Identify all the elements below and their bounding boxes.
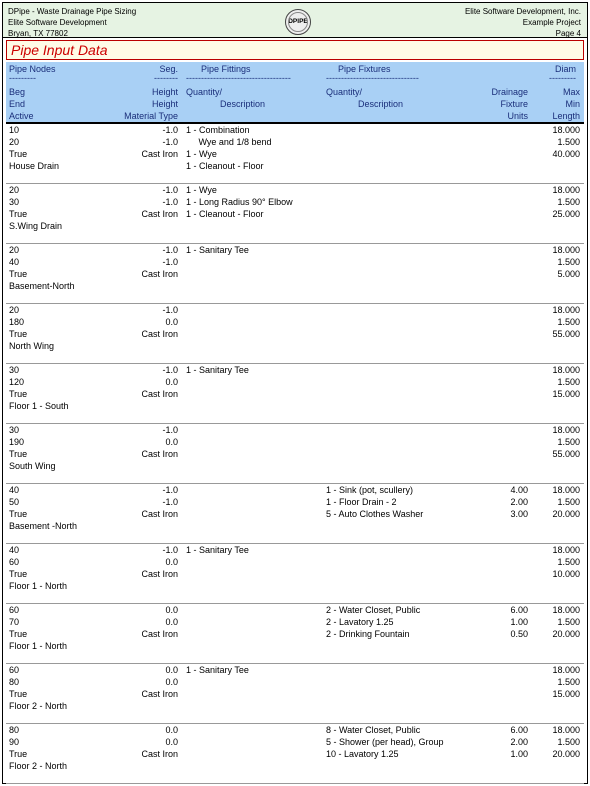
fixture-entry: 2 - Water Closet, Public xyxy=(326,605,421,615)
fitting-entry: 1 - Combination xyxy=(186,125,250,135)
fitting-entry: 1 - Cleanout - Floor xyxy=(186,161,264,171)
col-seg-rule: -------- xyxy=(154,73,178,83)
beg-height: -1.0 xyxy=(162,425,178,435)
material-type: Cast Iron xyxy=(141,389,178,399)
col-fittings-rule: ----------------------------------- xyxy=(186,73,291,83)
beg-height: -1.0 xyxy=(162,125,178,135)
active-flag: True xyxy=(9,449,28,459)
fixture-units: 4.00 xyxy=(510,485,528,495)
col-pipe-nodes: Pipe Nodes xyxy=(9,64,56,74)
fixture-units: 1.00 xyxy=(510,749,528,759)
beg-height: -1.0 xyxy=(162,245,178,255)
col-diam: Diam xyxy=(554,64,576,74)
pipe-name: Floor 1 - North xyxy=(9,581,68,591)
end-node: 30 xyxy=(9,197,20,207)
beg-node: 40 xyxy=(9,545,20,555)
fixture-entry: 1 - Floor Drain - 2 xyxy=(326,497,397,507)
end-node: 50 xyxy=(9,497,20,507)
end-height: 0.0 xyxy=(165,437,178,447)
program-name: DPipe - Waste Drainage Pipe Sizing xyxy=(8,7,137,16)
col-seg: Seg. xyxy=(159,64,178,74)
max-diameter: 18.000 xyxy=(552,365,580,375)
section-title: Pipe Input Data xyxy=(11,42,108,58)
beg-node: 20 xyxy=(9,305,20,315)
pipe-length: 40.000 xyxy=(552,149,580,159)
beg-node: 40 xyxy=(9,485,20,495)
company-address: Bryan, TX 77802 xyxy=(8,29,68,38)
min-diameter: 1.500 xyxy=(557,737,580,747)
header-right xyxy=(465,6,581,39)
fixture-units: 2.00 xyxy=(510,497,528,507)
min-diameter: 1.500 xyxy=(557,437,580,447)
min-diameter: 1.500 xyxy=(557,617,580,627)
end-node: 60 xyxy=(9,557,20,567)
fitting-entry: 1 - Wye xyxy=(186,149,217,159)
col-fixtures-quantity: Quantity/ xyxy=(326,87,363,97)
max-diameter: 18.000 xyxy=(552,725,580,735)
min-diameter: 1.500 xyxy=(557,497,580,507)
pipe-row xyxy=(6,424,584,484)
col-fixture: Fixture xyxy=(500,99,528,109)
pipe-row xyxy=(6,724,584,784)
fixture-entry: 2 - Drinking Fountain xyxy=(326,629,410,639)
beg-height: -1.0 xyxy=(162,305,178,315)
col-fittings-description: Description xyxy=(220,99,266,109)
pipe-row xyxy=(6,664,584,724)
beg-height: 0.0 xyxy=(165,605,178,615)
fitting-entry: Wye and 1/8 bend xyxy=(186,137,272,147)
active-flag: True xyxy=(9,509,28,519)
fixture-entry: 10 - Lavatory 1.25 xyxy=(326,749,399,759)
end-node: 40 xyxy=(9,257,20,267)
pipe-row xyxy=(6,544,584,604)
fixture-units: 1.00 xyxy=(510,617,528,627)
beg-node: 30 xyxy=(9,365,20,375)
pipe-name: Floor 1 - South xyxy=(9,401,69,411)
col-pipe-nodes-rule: --------- xyxy=(9,73,36,83)
fitting-entry: 1 - Sanitary Tee xyxy=(186,245,249,255)
dpipe-logo: DPIPE xyxy=(285,9,311,35)
max-diameter: 18.000 xyxy=(552,425,580,435)
fixture-entry: 5 - Shower (per head), Group xyxy=(326,737,444,747)
fitting-entry: 1 - Cleanout - Floor xyxy=(186,209,264,219)
max-diameter: 18.000 xyxy=(552,245,580,255)
end-node: 180 xyxy=(9,317,25,327)
end-node: 20 xyxy=(9,137,20,147)
col-height-beg: Height xyxy=(151,87,178,97)
end-height: -1.0 xyxy=(162,137,178,147)
beg-node: 20 xyxy=(9,245,20,255)
pipe-length: 25.000 xyxy=(552,209,580,219)
end-node: 70 xyxy=(9,617,20,627)
section-banner xyxy=(6,40,584,60)
pipe-name: South Wing xyxy=(9,461,56,471)
beg-height: -1.0 xyxy=(162,185,178,195)
pipe-length: 15.000 xyxy=(552,389,580,399)
end-height: -1.0 xyxy=(162,257,178,267)
col-material-type: Material Type xyxy=(124,111,178,121)
active-flag: True xyxy=(9,209,28,219)
material-type: Cast Iron xyxy=(141,449,178,459)
pipe-name: Basement -North xyxy=(9,521,78,531)
max-diameter: 18.000 xyxy=(552,125,580,135)
active-flag: True xyxy=(9,269,28,279)
col-units: Units xyxy=(507,111,528,121)
col-height-end: Height xyxy=(151,99,178,109)
col-fittings-quantity: Quantity/ xyxy=(186,87,223,97)
material-type: Cast Iron xyxy=(141,329,178,339)
end-height: 0.0 xyxy=(165,677,178,687)
fixture-entry: 1 - Sink (pot, scullery) xyxy=(326,485,414,495)
fixture-units: 0.50 xyxy=(510,629,528,639)
pipe-row xyxy=(6,184,584,244)
project-name: Example Project xyxy=(522,18,581,27)
col-fixtures-rule: ------------------------------- xyxy=(326,73,419,83)
min-diameter: 1.500 xyxy=(557,137,580,147)
page-number: Page 4 xyxy=(555,29,581,38)
fitting-entry: 1 - Sanitary Tee xyxy=(186,365,249,375)
beg-node: 80 xyxy=(9,725,20,735)
active-flag: True xyxy=(9,149,28,159)
header-left xyxy=(8,6,136,39)
col-length: Length xyxy=(552,111,580,121)
pipe-length: 10.000 xyxy=(552,569,580,579)
pipe-length: 20.000 xyxy=(552,629,580,639)
pipe-row xyxy=(6,124,584,184)
beg-height: 0.0 xyxy=(165,665,178,675)
pipe-length: 15.000 xyxy=(552,689,580,699)
active-flag: True xyxy=(9,329,28,339)
fixture-entry: 8 - Water Closet, Public xyxy=(326,725,421,735)
beg-node: 30 xyxy=(9,425,20,435)
min-diameter: 1.500 xyxy=(557,317,580,327)
report-header xyxy=(3,3,587,38)
pipe-name: North Wing xyxy=(9,341,55,351)
fixture-entry: 5 - Auto Clothes Washer xyxy=(326,509,424,519)
col-beg: Beg xyxy=(9,87,26,97)
beg-height: 0.0 xyxy=(165,725,178,735)
material-type: Cast Iron xyxy=(141,149,178,159)
fitting-entry: 1 - Long Radius 90° Elbow xyxy=(186,197,293,207)
active-flag: True xyxy=(9,749,28,759)
material-type: Cast Iron xyxy=(141,629,178,639)
fixture-units: 3.00 xyxy=(510,509,528,519)
end-node: 120 xyxy=(9,377,25,387)
pipe-length: 20.000 xyxy=(552,509,580,519)
pipe-row xyxy=(6,304,584,364)
col-pipe-fittings: Pipe Fittings xyxy=(201,64,251,74)
fitting-entry: 1 - Wye xyxy=(186,185,217,195)
col-fixtures-description: Description xyxy=(358,99,404,109)
min-diameter: 1.500 xyxy=(557,257,580,267)
material-type: Cast Iron xyxy=(141,209,178,219)
material-type: Cast Iron xyxy=(141,509,178,519)
material-type: Cast Iron xyxy=(141,569,178,579)
col-drainage: Drainage xyxy=(491,87,528,97)
end-height: 0.0 xyxy=(165,317,178,327)
pipe-length: 5.000 xyxy=(557,269,580,279)
publisher-name: Elite Software Development, Inc. xyxy=(464,7,581,16)
active-flag: True xyxy=(9,629,28,639)
min-diameter: 1.500 xyxy=(557,557,580,567)
fitting-entry: 1 - Sanitary Tee xyxy=(186,545,249,555)
pipe-name: Floor 1 - North xyxy=(9,641,68,651)
active-flag: True xyxy=(9,569,28,579)
min-diameter: 1.500 xyxy=(557,677,580,687)
pipe-name: Basement-North xyxy=(9,281,75,291)
pipe-name: S.Wing Drain xyxy=(9,221,63,231)
active-flag: True xyxy=(9,389,28,399)
end-height: 0.0 xyxy=(165,617,178,627)
beg-height: -1.0 xyxy=(162,485,178,495)
end-node: 190 xyxy=(9,437,25,447)
max-diameter: 18.000 xyxy=(552,545,580,555)
active-flag: True xyxy=(9,689,28,699)
pipe-name: Floor 2 - North xyxy=(9,701,68,711)
end-height: -1.0 xyxy=(162,197,178,207)
col-active: Active xyxy=(9,111,34,121)
beg-node: 60 xyxy=(9,605,20,615)
end-height: 0.0 xyxy=(165,737,178,747)
max-diameter: 18.000 xyxy=(552,605,580,615)
fixture-units: 6.00 xyxy=(510,605,528,615)
column-header xyxy=(6,62,584,124)
pipe-row xyxy=(6,244,584,304)
col-end: End xyxy=(9,99,26,109)
fixture-units: 6.00 xyxy=(510,725,528,735)
max-diameter: 18.000 xyxy=(552,185,580,195)
end-node: 90 xyxy=(9,737,20,747)
max-diameter: 18.000 xyxy=(552,485,580,495)
pipe-row xyxy=(6,364,584,424)
max-diameter: 18.000 xyxy=(552,305,580,315)
beg-node: 60 xyxy=(9,665,20,675)
pipe-row xyxy=(6,484,584,544)
material-type: Cast Iron xyxy=(141,269,178,279)
pipe-length: 20.000 xyxy=(552,749,580,759)
col-min: Min xyxy=(565,99,580,109)
beg-node: 20 xyxy=(9,185,20,195)
beg-height: -1.0 xyxy=(162,545,178,555)
min-diameter: 1.500 xyxy=(557,197,580,207)
pipe-name: House Drain xyxy=(9,161,60,171)
col-max: Max xyxy=(562,87,580,97)
end-height: 0.0 xyxy=(165,557,178,567)
fitting-entry: 1 - Sanitary Tee xyxy=(186,665,249,675)
min-diameter: 1.500 xyxy=(557,377,580,387)
pipe-name: Floor 2 - North xyxy=(9,761,68,771)
beg-height: -1.0 xyxy=(162,365,178,375)
end-node: 80 xyxy=(9,677,20,687)
fixture-entry: 2 - Lavatory 1.25 xyxy=(326,617,394,627)
pipe-row xyxy=(6,604,584,664)
company-name: Elite Software Development xyxy=(8,18,107,27)
col-pipe-fixtures: Pipe Fixtures xyxy=(338,64,391,74)
end-height: 0.0 xyxy=(165,377,178,387)
material-type: Cast Iron xyxy=(141,689,178,699)
pipe-length: 55.000 xyxy=(552,449,580,459)
fixture-units: 2.00 xyxy=(510,737,528,747)
max-diameter: 18.000 xyxy=(552,665,580,675)
beg-node: 10 xyxy=(9,125,20,135)
end-height: -1.0 xyxy=(162,497,178,507)
material-type: Cast Iron xyxy=(141,749,178,759)
pipe-length: 55.000 xyxy=(552,329,580,339)
col-diam-rule: --------- xyxy=(549,73,576,83)
